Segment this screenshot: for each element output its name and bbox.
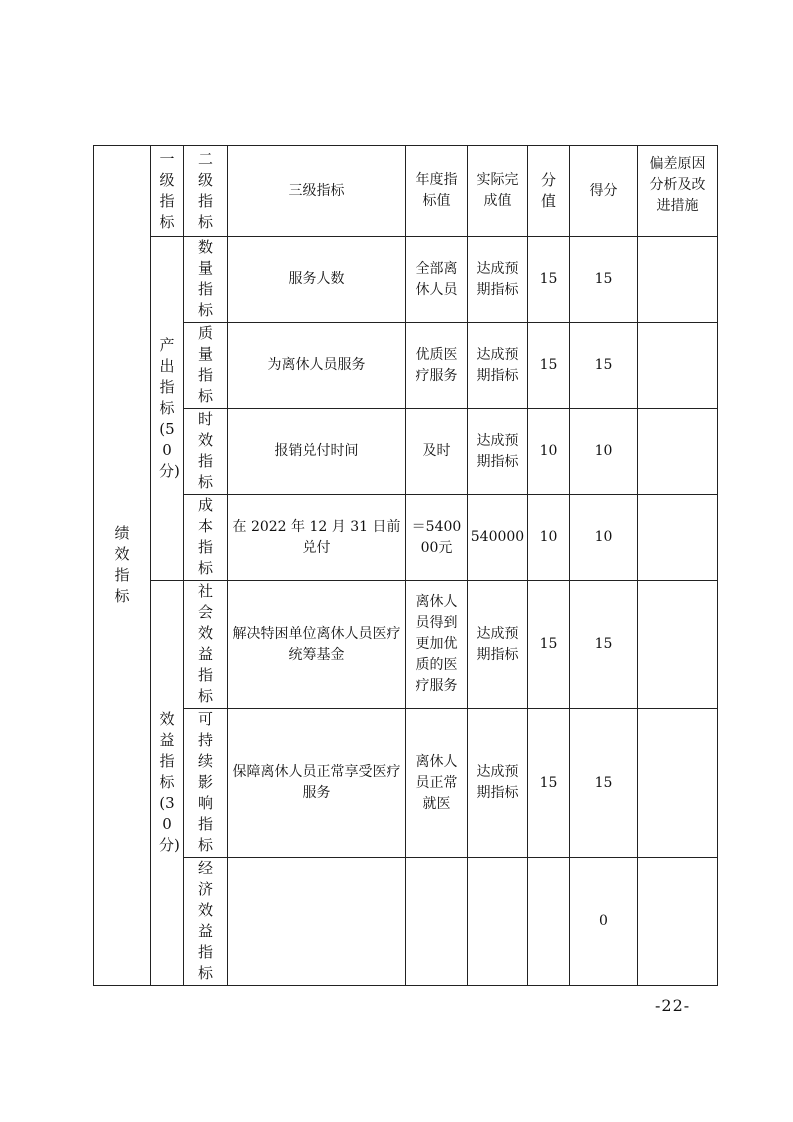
row-deviation xyxy=(638,323,718,409)
row-name: 在 2022 年 12 月 31 日前兑付 xyxy=(228,495,406,581)
row-score: 15 xyxy=(528,581,570,709)
row-obtained: 15 xyxy=(570,323,638,409)
row-obtained: 15 xyxy=(570,709,638,858)
page-number: -22- xyxy=(655,996,691,1015)
row-name xyxy=(228,858,406,986)
row-obtained: 10 xyxy=(570,409,638,495)
header-row xyxy=(94,146,718,237)
row-actual: 达成预期指标 xyxy=(468,709,528,858)
table-row xyxy=(94,409,718,495)
row-category: 经济效益指标 xyxy=(184,858,228,986)
row-obtained: 15 xyxy=(570,581,638,709)
row-deviation xyxy=(638,858,718,986)
row-score: 15 xyxy=(528,323,570,409)
row-score: 10 xyxy=(528,495,570,581)
row-score: 15 xyxy=(528,709,570,858)
row-category: 质量指标 xyxy=(184,323,228,409)
group-cell xyxy=(94,146,151,986)
row-category: 成本指标 xyxy=(184,495,228,581)
header-obtained: 得分 xyxy=(570,146,638,237)
row-actual: 达成预期指标 xyxy=(468,323,528,409)
row-category: 数量指标 xyxy=(184,237,228,323)
table-row xyxy=(94,323,718,409)
row-category: 可持续影响指标 xyxy=(184,709,228,858)
header-deviation: 偏差原因分析及改进措施 xyxy=(638,146,718,237)
row-name: 保障离休人员正常享受医疗服务 xyxy=(228,709,406,858)
row-category: 社会效益指标 xyxy=(184,581,228,709)
group-label: 绩效指标 xyxy=(114,524,130,605)
row-actual: 达成预期指标 xyxy=(468,581,528,709)
row-actual: 540000 xyxy=(468,495,528,581)
header-actual: 实际完成值 xyxy=(468,146,528,237)
row-deviation xyxy=(638,709,718,858)
row-actual: 达成预期指标 xyxy=(468,237,528,323)
row-deviation xyxy=(638,581,718,709)
header-score: 分值 xyxy=(528,146,570,237)
row-actual: 达成预期指标 xyxy=(468,409,528,495)
table-row xyxy=(94,858,718,986)
row-obtained: 15 xyxy=(570,237,638,323)
row-target: 及时 xyxy=(406,409,468,495)
row-name: 解决特困单位离休人员医疗统筹基金 xyxy=(228,581,406,709)
row-target: 离休人员得到更加优质的医疗服务 xyxy=(406,581,468,709)
row-deviation xyxy=(638,409,718,495)
row-actual xyxy=(468,858,528,986)
row-name: 服务人数 xyxy=(228,237,406,323)
row-name: 报销兑付时间 xyxy=(228,409,406,495)
performance-table xyxy=(93,145,718,986)
header-annual-target: 年度指标值 xyxy=(406,146,468,237)
row-name: 为离休人员服务 xyxy=(228,323,406,409)
header-level3: 三级指标 xyxy=(228,146,406,237)
table-row xyxy=(94,237,718,323)
row-target: 全部离休人员 xyxy=(406,237,468,323)
row-target: 离休人员正常就医 xyxy=(406,709,468,858)
header-level1: 一级指标 xyxy=(151,146,184,237)
table-row xyxy=(94,709,718,858)
row-deviation xyxy=(638,495,718,581)
benefit-label-cell xyxy=(151,581,184,986)
table-row xyxy=(94,495,718,581)
output-label-cell xyxy=(151,237,184,581)
row-obtained: 0 xyxy=(570,858,638,986)
row-deviation xyxy=(638,237,718,323)
table-row xyxy=(94,581,718,709)
row-target xyxy=(406,858,468,986)
header-level2: 二级指标 xyxy=(184,146,228,237)
row-obtained: 10 xyxy=(570,495,638,581)
row-score: 15 xyxy=(528,237,570,323)
benefit-label: 效益指标(30分) xyxy=(159,710,180,854)
row-target: 优质医疗服务 xyxy=(406,323,468,409)
row-target: ＝540000元 xyxy=(406,495,468,581)
row-score: 10 xyxy=(528,409,570,495)
output-label: 产出指标(50分) xyxy=(159,335,180,480)
row-score xyxy=(528,858,570,986)
row-category: 时效指标 xyxy=(184,409,228,495)
